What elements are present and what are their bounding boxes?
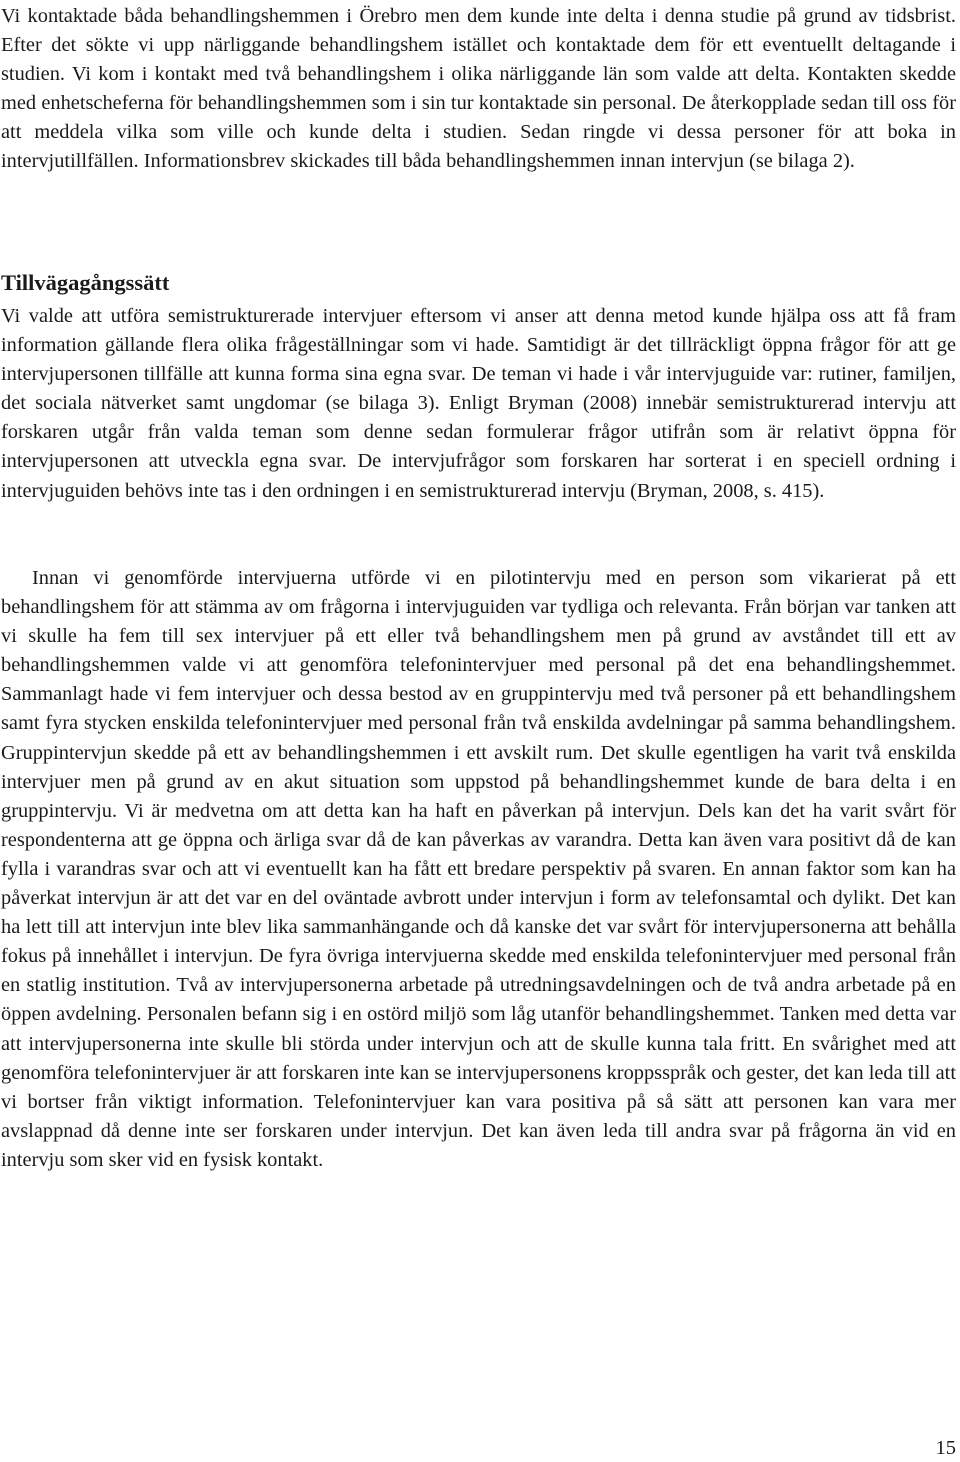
body-paragraph: Vi kontaktade båda behandlingshemmen i Örebro men dem kunde inte delta i denna studie på grund av tidsbrist. Efter det sökte vi upp närliggande behandlingshem istället och kontaktade dem för ett eventuellt deltagande i studien. Vi kom i kontakt med två behandlingshem i olika närliggande län som valde att delta. Kontakten skedde med enhetscheferna för behandlingshemmen som i sin tur kontaktade sin personal. De återkopplade sedan till oss för att meddela vilka som ville och kunde delta i studien. Sedan ringde vi dessa personer för att boka in intervjutillfällen. Informationsbrev skickades till båda behandlingshemmen innan intervjun (se bilaga 2). bbox=[1, 5, 956, 173]
section-heading: Tillvägagångssätt bbox=[1, 270, 170, 295]
page-number: 15 bbox=[935, 1437, 956, 1459]
body-paragraph: Vi valde att utföra semistrukturerade intervjuer eftersom vi anser att denna metod kunde hjälpa oss att få fram information gällande flera olika frågeställningar som vi hade. Samtidigt är det tillräckligt öppna frågor för att ge intervjupersonen tillfälle att kunna forma sina egna svar. De teman vi hade i vår intervjuguide var: rutiner, familjen, det sociala nätverket samt ungdomar (se bilaga 3). Enligt Bryman (2008) innebär semistrukturerad intervju att forskaren utgår från valda teman som denne sedan formulerar frågor utifrån som är relativt öppna för intervjupersonen att utveckla egna svar. De intervjufrågor som forskaren har sorterat i en speciell ordning i intervjuguiden behövs inte tas i den ordningen i en semistrukturerad intervju (Bryman, 2008, s. 415). bbox=[1, 305, 956, 502]
body-paragraph-indented: Innan vi genomförde intervjuerna utförde vi en pilotintervju med en person som vikarierat på ett behandlingshem för att stämma av om frågorna i intervjuguiden var tydliga och relevanta. Från början var tanken att vi skulle ha fem till sex intervjuer på ett eller två behandlingshem men på grund av avståndet till ett av behandlingshemmen valde vi att genomföra telefonintervjuer med personal på det ena behandlingshemmet. Sammanlagt hade vi fem intervjuer och dessa bestod av en gruppintervju med två personer på ett behandlingshem samt fyra stycken enskilda telefonintervjuer med personal från två enskilda avdelningar på samma behandlingshem. Gruppintervjun skedde på ett av behandlingshemmen i ett avskilt rum. Det skulle egentligen ha varit två enskilda intervjuer men på grund av en akut situation som uppstod på behandlingshemmet kunde de bara delta i en gruppintervju. Vi är medvetna om att detta kan ha haft en påverkan på intervjun. Dels kan det ha varit svårt för respondenterna att ge öppna och ärliga svar då de kan påverkas av varandra. Detta kan även vara positivt då de kan fylla i varandras svar och att vi eventuellt kan ha fått ett bredare perspektiv på svaren. En annan faktor som kan ha påverkat intervjun är att det var en del oväntade avbrott under intervjun i form av telefonsamtal och dylikt. Det kan ha lett till att intervjun inte blev lika sammanhängande och då kanske det var svårt för intervjupersonerna att behålla fokus på innehållet i intervjun. De fyra övriga intervjuerna skedde med enskilda telefonintervjuer med personal från en statlig institution. Två av intervjupersonerna arbetade på utredningsavdelningen och de två andra arbetade på en öppen avdelning. Personalen befann sig i en ostörd miljö som låg utanför behandlingshemmet. Tanken med detta var att intervjupersonerna inte skulle bli störda under intervjun och att de skulle kunna tala fritt. En svårighet med att genomföra telefonintervjuer är att forskaren inte kan se intervjupersonens kroppsspråk och gester, det kan leda till att vi bortser från viktigt information. Telefonintervjuer kan vara positiva på så sätt att personen kan vara mer avslappnad då denne inte ser forskaren under intervjun. Det kan även leda till andra svar på frågorna än vid en intervju som sker vid en fysisk kontakt. bbox=[1, 567, 956, 1171]
